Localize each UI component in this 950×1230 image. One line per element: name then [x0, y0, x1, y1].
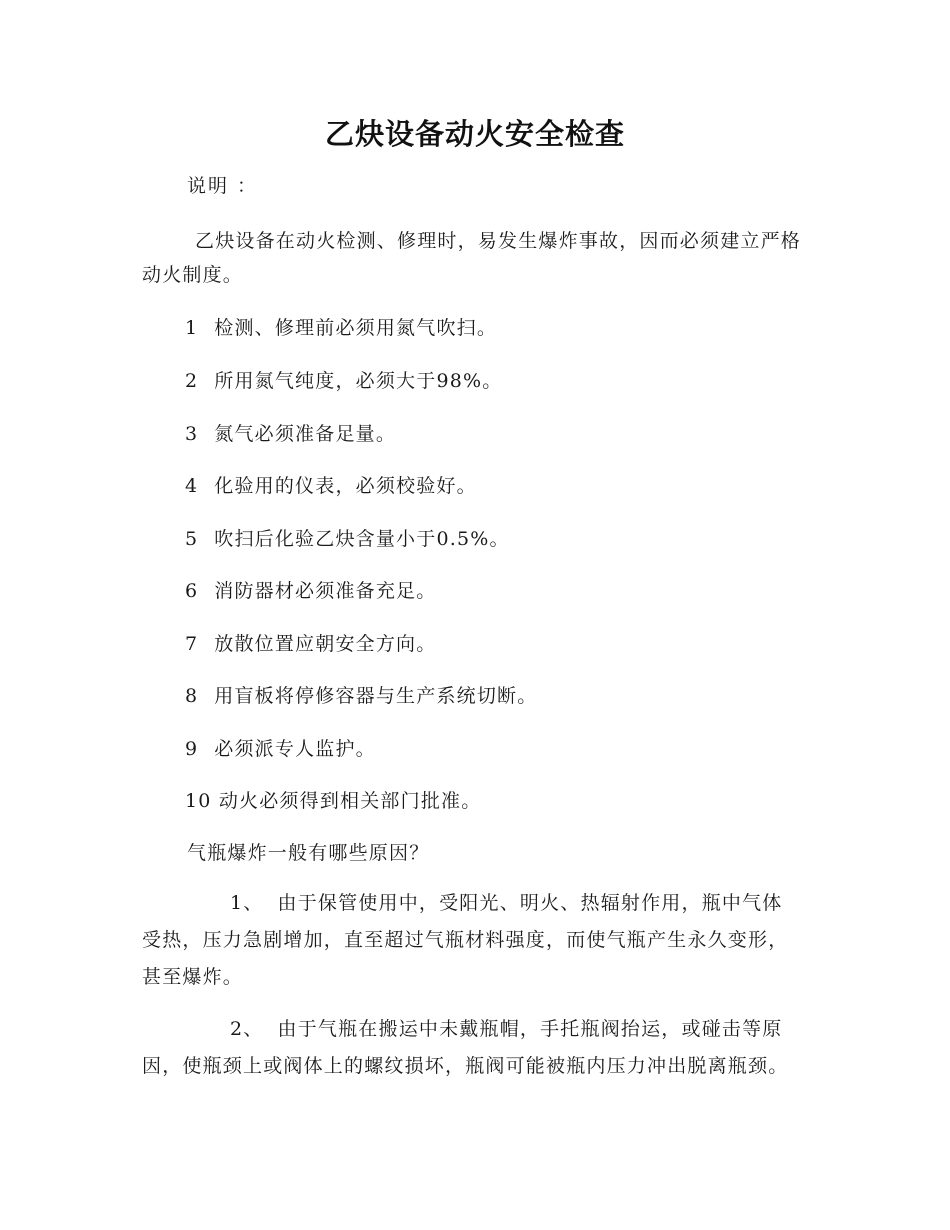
list-item-number: 6 — [185, 580, 199, 602]
list-item-text: 化验用的仪表，必须校验好。 — [214, 475, 477, 497]
list-item — [185, 313, 497, 340]
list-item — [185, 524, 510, 551]
reason-paragraph — [142, 885, 802, 996]
list-item — [185, 471, 477, 498]
list-item-text: 消防器材必须准备充足。 — [214, 580, 437, 602]
list-item-text: 必须派专人监护。 — [214, 738, 376, 760]
list-item-text: 用盲板将停修容器与生产系统切断。 — [214, 685, 538, 707]
list-item — [185, 366, 502, 393]
list-item-text: 所用氮气纯度，必须大于98%。 — [214, 370, 503, 392]
list-item — [185, 786, 481, 813]
list-item-number: 9 — [185, 738, 199, 760]
list-item — [185, 681, 537, 708]
list-item-number: 3 — [185, 423, 199, 445]
list-item-text: 氮气必须准备足量。 — [214, 423, 397, 445]
list-item-text: 动火必须得到相关部门批准。 — [218, 790, 482, 812]
list-item-number: 4 — [185, 475, 199, 497]
list-item-text: 吹扫后化验乙炔含量小于0.5%。 — [214, 528, 510, 550]
list-item — [185, 629, 436, 656]
list-item-number: 8 — [185, 685, 199, 707]
list-item-number: 2 — [185, 370, 199, 392]
reason-text: 由于气瓶在搬运中未戴瓶帽，手托瓶阀抬运，或碰击等原因，使瓶颈上或阀体上的螺纹损坏，瓶阀可能被瓶内压力冲出脱离瓶颈。 — [142, 1018, 789, 1077]
list-item-number: 5 — [185, 528, 199, 550]
question-heading: 气瓶爆炸一般有哪些原因？ — [187, 842, 430, 864]
list-item-number: 10 — [185, 790, 212, 812]
list-item-number: 7 — [185, 633, 199, 655]
reason-text: 由于保管使用中，受阳光、明火、热辐射作用，瓶中气体受热，压力急剧增加，直至超过气瓶材料强度，而使气瓶产生永久变形，甚至爆炸。 — [142, 892, 789, 988]
intro-paragraph: 乙炔设备在动火检测、修理时，易发生爆炸事故，因而必须建立严格动火制度。 — [142, 230, 802, 286]
reason-paragraph — [142, 1011, 802, 1085]
note-label: 说明 ： — [187, 175, 259, 197]
list-item-text: 放散位置应朝安全方向。 — [214, 633, 437, 655]
list-item-text: 检测、修理前必须用氮气吹扫。 — [214, 317, 498, 339]
list-item — [185, 734, 376, 761]
list-item-number: 1 — [185, 317, 199, 339]
list-item — [185, 576, 436, 603]
list-item — [185, 419, 396, 446]
reason-number: 1、 — [230, 892, 264, 914]
reason-number: 2、 — [230, 1018, 264, 1040]
document-title: 乙炔设备动火安全检查 — [324, 117, 625, 151]
